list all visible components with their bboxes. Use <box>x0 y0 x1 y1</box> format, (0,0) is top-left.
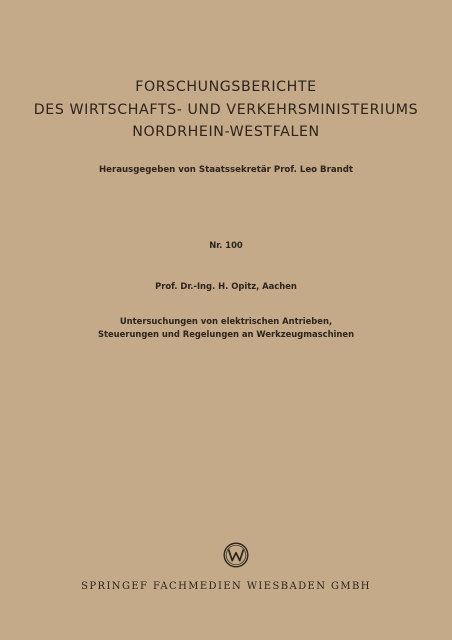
book-title-line-2: Steuerungen und Regelungen an Werkzeugmaschinen <box>97 329 355 339</box>
volume-number: Nr. 100 <box>209 240 243 250</box>
book-title-line-1: Untersuchungen von elektrischen Antrieben, <box>119 316 333 326</box>
series-title-line-2: DES WIRTSCHAFTS- UND VERKEHRSMINISTERIUMS <box>33 102 419 118</box>
editor-credit: Herausgegeben von Staatssekretär Prof. Leo Brandt <box>98 165 354 175</box>
author-line: Prof. Dr.-Ing. H. Opitz, Aachen <box>155 281 297 291</box>
publisher-name: SPRINGEF FACHMEDIEN WIESBADEN GMBH <box>81 581 371 592</box>
series-title-line-3: NORDRHEIN-WESTFALEN <box>132 124 320 140</box>
publisher-w-logo-icon <box>223 542 249 568</box>
series-title-line-1: FORSCHUNGSBERICHTE <box>135 79 317 95</box>
